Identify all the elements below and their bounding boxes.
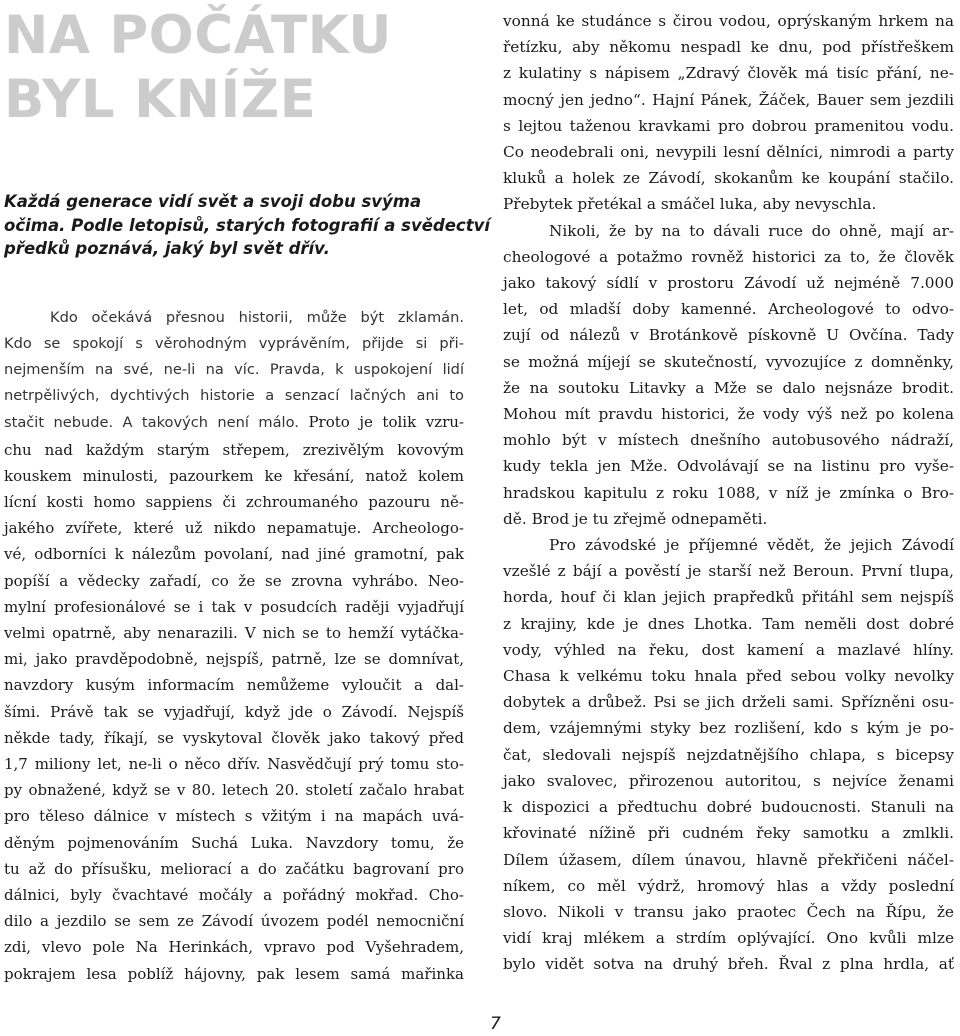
text-line: řetízku, aby někomu nespadl ke dnu, pod přístřeškem [503,38,954,57]
text-line: pro těleso dálnice v místech s vžitým i na mapách uvá- [4,807,464,826]
headline-line: BYL KNÍŽE [4,69,317,130]
lead-line: očima. Podle letopisů, starých fotografií a svědectví [4,215,491,235]
text-line: z krajiny, kde je dnes Lhotka. Tam neměli dost dobré [503,614,954,633]
text-line: slovo. Nikoli v transu jako praotec Čech na Řípu, že [503,902,954,921]
text-line: jako takový sídlí v prostoru Závodí už nejméně 7.000 [503,274,954,293]
body-paragraph-1 [503,8,954,218]
text-line: tu až do přísušku, meliorací a do začátku bagrovaní pro [4,859,464,878]
text-line: lícní kosti homo sappiens či zchroumaného pazouru ně- [4,492,464,511]
text-line: let, od mladší doby kamenné. Archeologové to odvo- [503,300,954,319]
text-line: nejmenším na své, ne-li na víc. Pravda, k uspokojení lidí [4,360,464,378]
text-line: mylní profesionálové se i tak v posudcích raději vyjadřují [4,597,464,616]
lead-line: předků poznává, jaký byl svět dřív. [4,239,330,258]
text-line: z kulatiny s nápisem „Zdravý člověk má tisíc přání, ne- [503,64,954,83]
article-headline [4,0,464,132]
text-line: vody, výhled na řeku, dost kamení a mazlavé hlíny. [503,640,954,659]
body-paragraph-2 [503,218,954,532]
text-line: Přebytek přetékal a smáčel luka, aby nevyschla. [503,195,877,214]
text-line: Kdo očekává přesnou historii, může být zklamán. [50,308,464,326]
text-line: dě. Brod je tu zřejmě odnepaměti. [503,509,768,528]
text-line: že na soutoku Litavky a Mže se dalo nejsnáze brodit. [503,378,954,397]
text-line [4,409,464,436]
text-line: křovinaté nížině při cudném řeky samotku a zmlkli. [503,824,954,843]
text-line: py obnažené, když se v 80. letech 20. století začalo hrabat [4,781,464,800]
text-line: s lejtou taženou kravkami pro dobrou pramenitou vodu. [503,116,954,135]
text-line: Chasa k velkému toku hnala před sebou volky nevolky [503,667,954,686]
text-line: Kdo se spokojí s věrohodným vyprávěním, přijde si při- [4,334,464,352]
lead-line: Každá generace vidí svět a svoji dobu svýma [4,192,422,211]
body-paragraph-left [4,409,464,986]
text-run-serif: Proto je tolik vzru- [298,413,464,432]
text-line: netrpělivých, dychtivých historie a senzací lačných ani to [4,387,464,405]
text-line: vidí kraj mlékem a strdím oplývající. Ono kvůli mlze [503,929,954,948]
text-line: vé, odborníci k nálezům povolaní, nad jiné gramotní, pak [4,545,464,564]
text-line: čat, sledovali nejspíš nejzdatnějšího chlapa, s bicepsy [503,745,954,764]
text-line: zují od nálezů v Brotánkově pískovně U Ovčína. Tady [503,326,954,345]
text-line: horda, houf či klan jejich prapředků přitáhl sem nejspíš [503,588,954,607]
lead-paragraph [4,190,491,261]
text-line: kouskem minulosti, pazourkem ke křesání, natož kolem [4,466,464,485]
text-line: jako svalovec, přirozenou autoritou, s nejvíce ženami [503,771,954,790]
right-column [503,8,954,978]
text-line: pokrajem lesa poblíž hájovny, pak lesem samá mařinka [4,964,464,983]
text-line: jakého zvířete, které už nikdo nepamatuje. Archeologo- [4,519,464,538]
text-line: mi, jako pravděpodobně, nejspíš, patrně, lze se domnívat, [4,650,464,669]
text-line: k dispozici a předtuchu dobré budoucnosti. Stanuli na [503,798,954,817]
text-line: hradskou kapitulu z roku 1088, v níž je zmínka o Bro- [503,483,954,502]
text-line: chu nad každým starým střepem, zrezivělým kovovým [4,440,464,459]
text-line: šími. Právě tak se vyjadřují, když jde o Závodí. Nejspíš [4,702,464,721]
text-line: mocný jen jedno“. Hajní Pánek, Žáček, Bauer sem jezdili [503,90,954,109]
text-line: zdi, vlevo pole Na Herinkách, vpravo pod Vyšehradem, [4,938,464,957]
text-line: dálnici, byly čvachtavé močály a pořádný mokřad. Cho- [4,885,464,904]
text-line: Dílem úžasem, dílem únavou, hlavně překřičeni náčel- [503,850,954,869]
intro-paragraph [4,305,464,410]
left-column [4,0,491,987]
text-line: kluků a holek ze Závodí, skokanům ke koupání stačilo. [503,169,954,188]
text-run-sans: stačit nebude. A takových není málo. [4,414,299,432]
text-line: vonná ke studánce s čirou vodou, oprýskaným hrkem na [503,12,954,30]
text-line: kudy tekla jen Mže. Odvolávají se na listinu pro vyše- [503,457,954,476]
text-line: mohlo být v místech dnešního autobusového nádraží, [503,431,954,450]
text-line: Pro závodské je příjemné vědět, že jejich Závodí [549,536,954,555]
body-paragraph-3 [503,532,954,977]
text-line: děným pojmenováním Suchá Luka. Navzdory tomu, že [4,833,464,852]
text-line: bylo vidět sotva na druhý břeh. Řval z plna hrdla, ať [503,955,954,974]
text-line: Nikoli, že by na to dávali ruce do ohně, mají ar- [549,221,954,240]
text-line: níkem, co měl výdrž, hromový hlas a vždy poslední [503,876,954,895]
text-line: Mohou mít pravdu historici, že vody výš než po kolena [503,405,954,424]
text-line: dobytek a drůbež. Psi se jich drželi sami. Spřízněni osu- [503,693,954,712]
text-line: se možná míjejí se skutečností, vyvozujíce z domněnky, [503,352,954,371]
text-line: dilo a jezdilo se sem ze Závodí úvozem podél nemocniční [4,912,464,931]
text-line: velmi opatrně, aby nenarazili. V nich se to hemží vytáčka- [4,623,464,642]
text-line: dem, vzájemnými styky bez rozlišení, kdo s kým je po- [503,719,954,738]
text-line: popíší a vědecky zařadí, co že se zrovna vyhrábo. Neo- [4,571,464,590]
text-line: Co neodebrali oni, nevypili lesní dělníci, nimrodi a party [503,143,954,162]
text-line: 1,7 miliony let, ne-li o něco dřív. Nasvědčují prý tomu sto- [4,754,464,773]
page-number: 7 [490,1014,501,1034]
headline-line: NA POČÁTKU [4,5,392,66]
text-line: navzdory kusým informacím nemůžeme vyloučit a dal- [4,676,464,695]
text-line: někde tady, říkají, se vyskytoval člověk jako takový před [4,728,464,747]
text-line: cheologové a potažmo rovněž historici za to, že člověk [503,247,954,266]
text-line: vzešlé z bájí a pověstí je starší než Beroun. První tlupa, [503,562,954,581]
